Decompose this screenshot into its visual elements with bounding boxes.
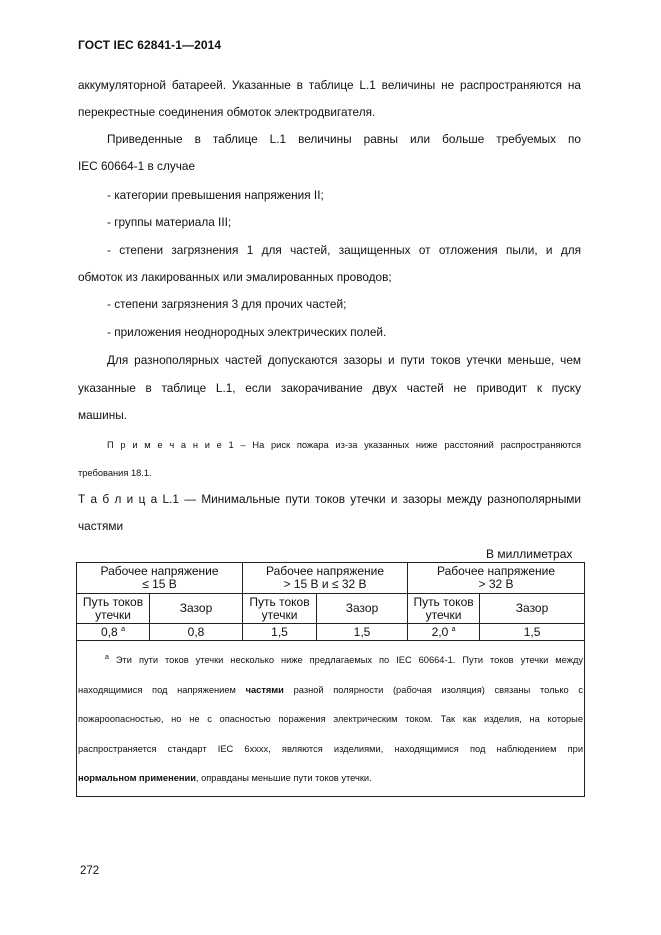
footnote-line-4: распространяется стандарт IEC 6xxxx, являются изделиями, находящимися под наблюдением при [78, 743, 584, 754]
paragraph-2-line-1: Приведенные в таблице L.1 величины равны или больше требуемых по [107, 132, 581, 146]
list-item-4: - степени загрязнения 3 для прочих частей; [107, 297, 347, 311]
group-header-high-line-2: > 32 В [478, 577, 514, 591]
value-text: 0,8 [101, 624, 118, 639]
value-text: 2,0 [431, 624, 449, 639]
footnote-text: находящимися под напряжением [78, 684, 236, 695]
subheader-creepage [408, 594, 480, 624]
value-cell: 1,5 [317, 624, 408, 641]
footnote-text: , оправданы меньшие пути токов утечки. [195, 773, 372, 783]
footnote-text: разной полярности (рабочая изоляция) связаны только с [293, 684, 584, 695]
footnote-mark: a [451, 625, 456, 633]
note-line-2: требования 18.1. [78, 468, 152, 478]
subheader-creepage-line-1: Путь токов [413, 594, 474, 609]
list-item-1: - категории превышения напряжения II; [107, 188, 324, 202]
paragraph-1-line-2: перекрестные соединения обмоток электродвигателя. [78, 105, 376, 119]
group-header-low-line-1: Рабочее напряжение [100, 564, 219, 578]
footnote-text: Эти пути токов утечки несколько ниже предлагаемых по IEC 60664-1. Пути токов утечки между [115, 655, 584, 665]
footnote-mark: a [121, 625, 125, 633]
subheader-clearance: Зазор [150, 594, 243, 624]
list-item-3-line-1: - степени загрязнения 1 для частей, защищенных от отложения пыли, и для [107, 243, 581, 257]
group-header-mid [243, 563, 408, 594]
list-item-5: - приложения неоднородных электрических полей. [107, 325, 387, 339]
footnote-line-5 [77, 772, 584, 796]
group-header-mid-line-1: Рабочее напряжение [266, 564, 385, 578]
table-header-row-sub [77, 594, 585, 624]
footnote-line-1 [77, 654, 584, 684]
note-line-1: П р и м е ч а н и е 1 – На риск пожара из-за указанных ниже расстояний распространяются [107, 440, 581, 450]
subheader-creepage-line-1: Путь токов [82, 594, 144, 609]
footnote-bold-term: нормальном применении [78, 773, 196, 783]
subheader-creepage-line-2: утечки [261, 607, 298, 622]
paragraph-3-line-2: указанные в таблице L.1, если закорачивание двух частей не приводит к пуску [78, 381, 581, 395]
paragraph-1-line-1: аккумуляторной батареей. Указанные в таблице L.1 величины не распространяются на [78, 78, 581, 92]
paragraph-3-line-1: Для разнополярных частей допускаются зазоры и пути токов утечки меньше, чем [107, 353, 581, 367]
value-cell [77, 624, 150, 641]
table-caption-line-2: частями [78, 519, 124, 533]
group-header-low [77, 563, 243, 594]
table-units: В миллиметрах [486, 547, 573, 561]
subheader-clearance: Зазор [317, 594, 408, 624]
group-header-high [408, 563, 585, 594]
table-header-row-groups [77, 563, 585, 594]
value-cell: 1,5 [480, 624, 585, 641]
subheader-clearance: Зазор [480, 594, 585, 624]
paragraph-2-line-2: IEC 60664-1 в случае [78, 159, 196, 173]
footnote-line-2 [77, 684, 584, 714]
subheader-creepage-line-2: утечки [95, 607, 131, 622]
value-cell: 0,8 [150, 624, 243, 641]
subheader-creepage-line-2: утечки [425, 607, 462, 622]
group-header-mid-line-2: > 15 В и ≤ 32 В [283, 577, 367, 591]
footnote-bold-term: частями [245, 684, 284, 695]
value-cell [408, 624, 480, 641]
footnote-line-3: пожароопасностью, но не с опасностью поражения электрическим током. Так как изделия, на которые [78, 714, 584, 724]
footnote-mark: a [105, 653, 109, 661]
table-footnote [77, 641, 585, 797]
paragraph-3-line-3: машины. [78, 408, 127, 422]
subheader-creepage [77, 594, 150, 624]
document-header: ГОСТ IEC 62841-1—2014 [78, 38, 222, 52]
subheader-creepage-line-1: Путь токов [249, 594, 310, 609]
subheader-creepage [243, 594, 317, 624]
value-cell: 1,5 [243, 624, 317, 641]
table-row-values [77, 624, 585, 641]
page-number: 272 [80, 865, 100, 877]
data-table [76, 562, 585, 797]
group-header-low-line-2: ≤ 15 В [142, 577, 177, 591]
list-item-3-line-2: обмоток из лакированных или эмалированных проводов; [78, 270, 392, 284]
group-header-high-line-1: Рабочее напряжение [437, 564, 556, 578]
table-caption-line-1: Т а б л и ц а L.1 — Минимальные пути токов утечки и зазоры между разнополярными [78, 492, 581, 506]
table-footnote-row [77, 641, 585, 797]
list-item-2: - группы материала III; [107, 215, 232, 229]
